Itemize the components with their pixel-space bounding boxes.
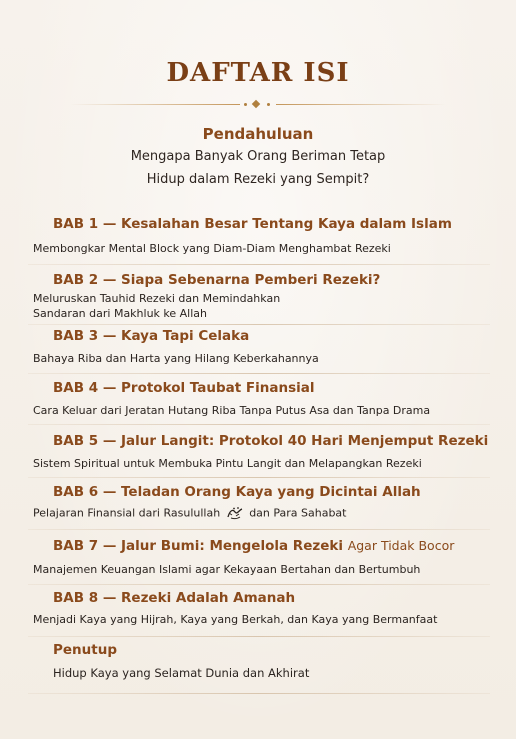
chapter-7-desc: Manajemen Keuangan Islami agar Kekayaan Bertahan dan Bertumbuh (33, 563, 421, 576)
divider (28, 424, 490, 425)
intro-heading: Pendahuluan (202, 125, 314, 143)
chapter-3-desc: Bahaya Riba dan Harta yang Hilang Keberkahannya (33, 352, 319, 365)
ornament-dot-right (267, 103, 270, 106)
chapter-5-desc: Sistem Spiritual untuk Membuka Pintu Langit dan Melapangkan Rezeki (33, 457, 422, 470)
divider (28, 264, 490, 265)
chapter-4-desc: Cara Keluar dari Jeratan Hutang Riba Tanpa Putus Asa dan Tanpa Drama (33, 404, 431, 417)
ornament-line-left (70, 104, 240, 105)
chapter-8-title: BAB 8 — Rezeki Adalah Amanah (53, 590, 296, 606)
divider (28, 529, 490, 530)
chapter-2-title: BAB 2 — Siapa Sebenarna Pemberi Rezeki? (53, 272, 381, 288)
title-ornament (70, 101, 446, 109)
closing-desc: Hidup Kaya yang Selamat Dunia dan Akhirat (53, 666, 310, 680)
chapter-2-desc-line-1: Meluruskan Tauhid Rezeki dan Memindahkan (33, 292, 281, 305)
ornament-diamond-icon (252, 100, 260, 108)
chapter-3-title: BAB 3 — Kaya Tapi Celaka (53, 328, 250, 344)
page-title: DAFTAR ISI (166, 58, 350, 88)
divider (28, 636, 490, 637)
intro-line-1: Mengapa Banyak Orang Beriman Tetap (130, 149, 386, 164)
chapter-7-title-main: BAB 7 — Jalur Bumi: Mengelola Rezeki (53, 538, 343, 554)
chapter-6-title: BAB 6 — Teladan Orang Kaya yang Dicintai Allah (53, 484, 421, 500)
chapter-5-title: BAB 5 — Jalur Langit: Protokol 40 Hari Menjemput Rezeki (53, 433, 489, 449)
ornament-dot-left (244, 103, 247, 106)
intro-line-2: Hidup dalam Rezeki yang Sempit? (146, 172, 370, 187)
chapter-1-desc: Membongkar Mental Block yang Diam-Diam Menghambat Rezeki (33, 242, 391, 255)
chapter-7-title (53, 538, 454, 554)
chapter-2-desc-line-2: Sandaran dari Makhluk ke Allah (33, 307, 208, 320)
divider (28, 324, 490, 325)
chapter-8-desc: Menjadi Kaya yang Hijrah, Kaya yang Berkah, dan Kaya yang Bermanfaat (33, 613, 438, 626)
divider (28, 693, 490, 694)
chapter-6-desc-before: Pelajaran Finansial dari Rasulullah (33, 506, 221, 520)
divider (28, 477, 490, 478)
chapter-6-desc-after: dan Para Sahabat (249, 506, 347, 520)
closing-heading: Penutup (53, 642, 117, 658)
divider (28, 584, 490, 585)
chapter-4-title: BAB 4 — Protokol Taubat Finansial (53, 380, 315, 396)
chapter-6-desc (33, 506, 347, 521)
chapter-1-title: BAB 1 — Kesalahan Besar Tentang Kaya dalam Islam (53, 216, 452, 232)
ornament-line-right (276, 104, 446, 105)
saw-calligraphy-icon (226, 506, 244, 521)
chapter-7-title-rest: Agar Tidak Bocor (347, 538, 455, 553)
divider (28, 373, 490, 374)
